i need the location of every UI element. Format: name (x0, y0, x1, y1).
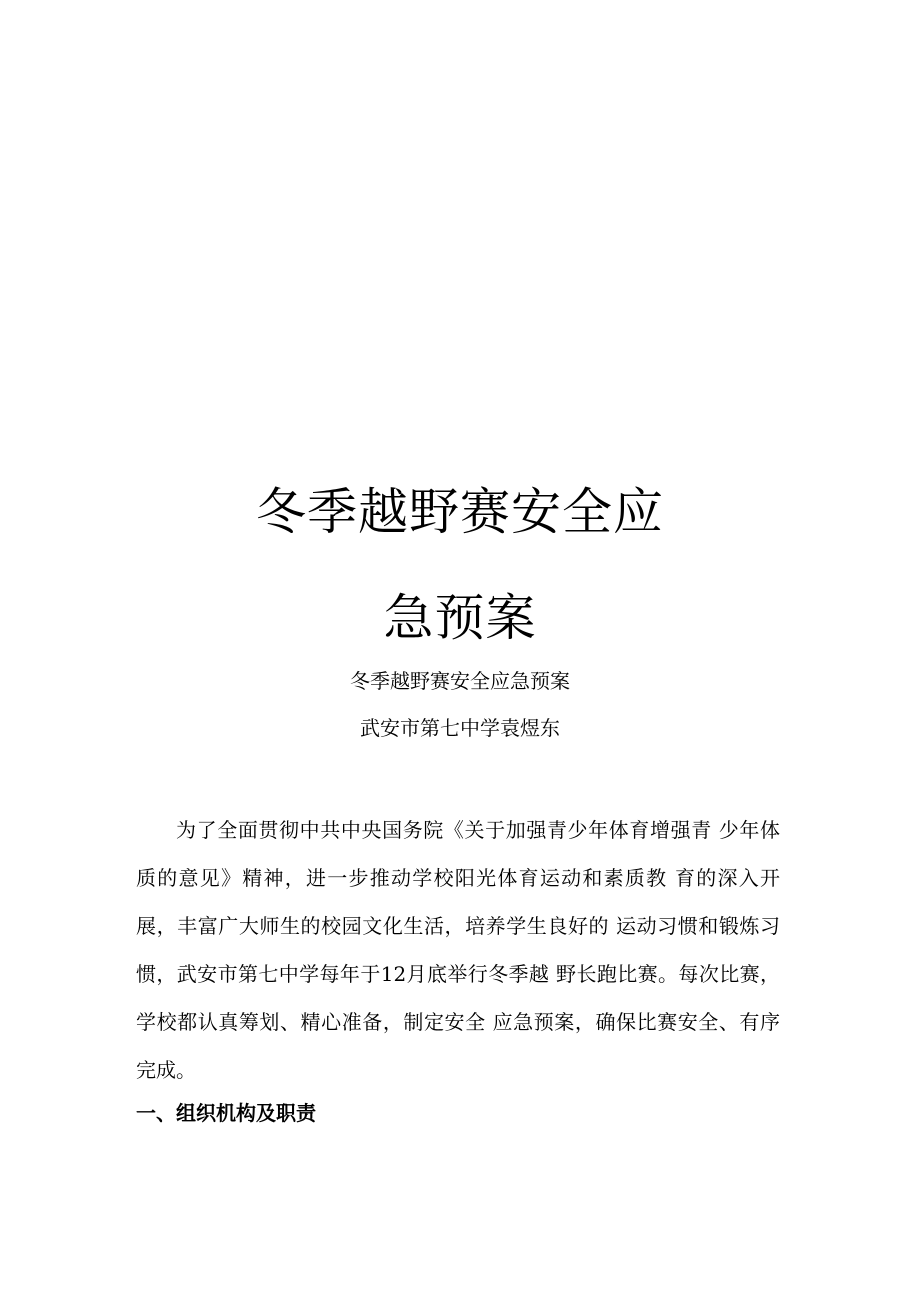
document-subtitle: 冬季越野赛安全应急预案 (350, 669, 570, 693)
document-author: 武安市第七中学袁煜东 (360, 716, 560, 740)
document-title-line-2: 急预案 (383, 589, 537, 647)
section-heading-organization: 一、组织机构及职责 (136, 1101, 316, 1125)
document-title-line-1: 冬季越野赛安全应 (256, 483, 664, 541)
intro-paragraph: 为了全面贯彻中共中央国务院《关于加强青少年体育增强青 少年体质的意见》精神，进一步推动学校阳光体育运动和素质教 育的深入开展，丰富广大师生的校园文化生活，培养学生良好的 运动习惯和锻炼习惯，武安市第七中学每年于12月底举行冬季越 野长跑比赛。每次比赛，学校都认真筹划、精心准备，制定安全 应急预案，确保比赛安全、有序完成。 (136, 818, 780, 1082)
